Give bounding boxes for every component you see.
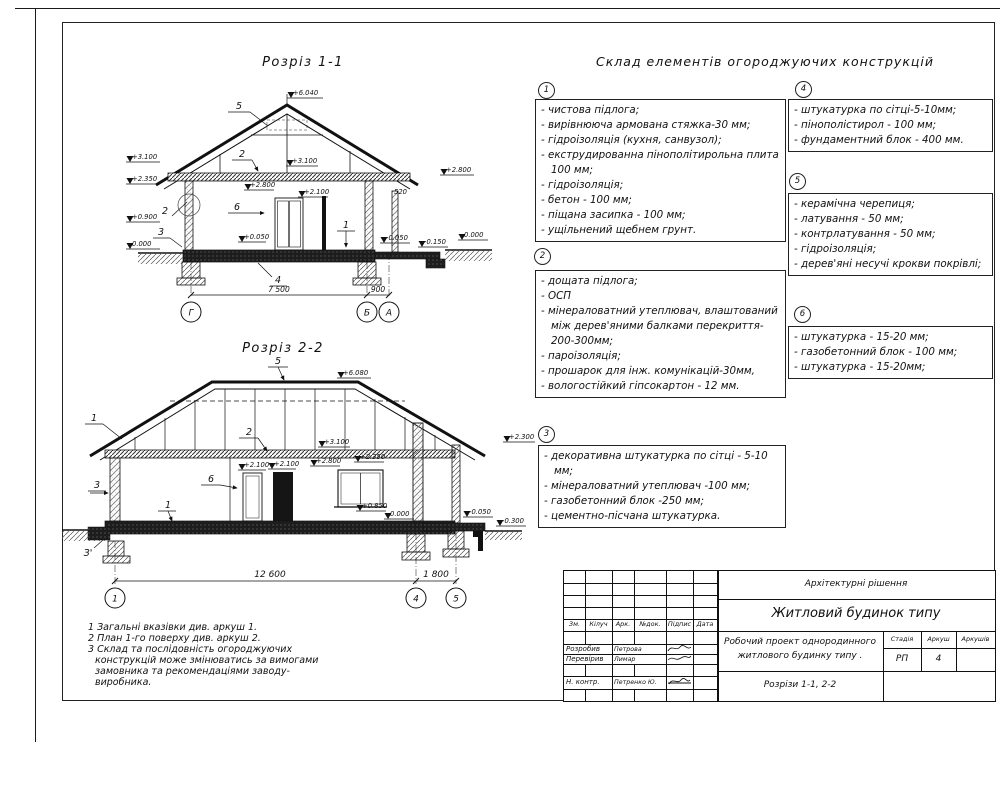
elevation-int-3 bbox=[298, 188, 329, 197]
elevation-floor bbox=[384, 510, 414, 519]
callout-1-roof bbox=[85, 413, 122, 439]
legend-group-1-box bbox=[535, 99, 786, 242]
col-ndok: №док. bbox=[639, 620, 661, 628]
grid-bubble-b: Б bbox=[363, 308, 371, 319]
legend-group-4-number: 4 bbox=[795, 81, 812, 98]
name-checker: Лимар bbox=[614, 656, 636, 663]
legend-item: - керамічна черепиця; bbox=[794, 198, 915, 210]
elevation-right-top bbox=[440, 166, 474, 175]
legend-group-3-number: 3 bbox=[538, 426, 555, 443]
col-kilk: Кілуч bbox=[589, 620, 608, 628]
legend-item: - газобетонний блок -250 мм; bbox=[544, 495, 704, 507]
section-1-1-drawing bbox=[60, 50, 510, 330]
elevation-left-1 bbox=[126, 153, 160, 162]
svg-text:+0.050: +0.050 bbox=[244, 233, 270, 241]
grid-bubbles bbox=[181, 302, 399, 322]
svg-text:0.000: 0.000 bbox=[390, 510, 410, 518]
callout-4 bbox=[258, 263, 287, 286]
svg-text:+2.100: +2.100 bbox=[274, 460, 300, 468]
legend-item: - дощата підлога; bbox=[541, 275, 638, 287]
col-zm: Зм. bbox=[568, 620, 581, 628]
svg-text:0.000: 0.000 bbox=[464, 231, 484, 239]
grid-bubble-5: 5 bbox=[453, 594, 459, 605]
dim-520: 520 bbox=[394, 188, 407, 196]
callout-1-floor bbox=[158, 500, 176, 521]
elevation-int-ceiling bbox=[318, 438, 350, 447]
legend-group-6-number: 6 bbox=[794, 306, 811, 323]
signature-checker bbox=[667, 653, 692, 663]
note-2: 2 План 1-го поверху див. аркуш 2. bbox=[88, 633, 261, 644]
sheet-edge-top bbox=[15, 8, 1000, 9]
legend-group-3-box bbox=[538, 445, 786, 528]
svg-text:+2.100: +2.100 bbox=[304, 188, 330, 196]
legend-item: - пароізоляція; bbox=[541, 350, 621, 362]
legend-item: - латування - 50 мм; bbox=[794, 213, 904, 225]
legend-item: - піщана засипка - 100 мм; bbox=[541, 209, 686, 221]
elevation-peak bbox=[337, 369, 371, 378]
dim-right: 900 bbox=[370, 285, 386, 294]
elevation-left-4 bbox=[126, 240, 160, 249]
legend-item: - пінополістирол - 100 мм; bbox=[794, 119, 937, 131]
svg-text:3: 3 bbox=[93, 480, 101, 491]
legend-item: - гідроізоляція (кухня, санвузол); bbox=[541, 134, 722, 146]
svg-text:5: 5 bbox=[235, 101, 243, 112]
legend-item: - мінераловатний утеплювач -100 мм; bbox=[544, 480, 750, 492]
legend-item: - фундаментний блок - 400 мм. bbox=[794, 134, 964, 146]
legend-group-2-number: 2 bbox=[534, 248, 551, 265]
dim-right: 1 800 bbox=[423, 570, 449, 580]
callout-1 bbox=[337, 220, 355, 247]
stage-value: РП bbox=[895, 654, 909, 664]
svg-text:+3.100: +3.100 bbox=[324, 438, 350, 446]
svg-text:1: 1 bbox=[164, 500, 172, 511]
label-z bbox=[84, 540, 103, 559]
svg-text:+2.100: +2.100 bbox=[244, 461, 270, 469]
grid-bubble-a: А bbox=[385, 308, 393, 319]
svg-text:+0.900: +0.900 bbox=[132, 213, 158, 221]
svg-text:1: 1 bbox=[342, 220, 350, 231]
legend-item: - гідроізоляція; bbox=[794, 243, 877, 255]
stage-label: Стадія bbox=[890, 635, 914, 643]
callout-6 bbox=[228, 202, 264, 213]
section-1-1-title: Розріз 1-1 bbox=[262, 55, 344, 70]
elevation-door-2 bbox=[268, 460, 299, 469]
svg-text:6: 6 bbox=[207, 474, 215, 485]
roof-structure bbox=[90, 382, 485, 460]
walls-and-interior bbox=[178, 181, 398, 252]
elevation-right-3 bbox=[458, 231, 488, 240]
legend-item: - штукатурка по сітці-5-10мм; bbox=[794, 104, 957, 116]
dim-main: 7 500 bbox=[268, 285, 290, 294]
svg-text:+2.350: +2.350 bbox=[132, 175, 158, 183]
svg-text:2: 2 bbox=[238, 149, 246, 160]
legend-title: Склад елементів огороджуючих конструкцій bbox=[596, 54, 934, 69]
svg-text:3: 3 bbox=[157, 227, 165, 238]
callout-2-ceiling bbox=[232, 149, 258, 171]
legend-item: - штукатурка - 15-20мм; bbox=[794, 361, 926, 373]
section-2-2-drawing bbox=[60, 335, 540, 610]
legend-group-4-box bbox=[788, 99, 993, 152]
svg-text:З': З' bbox=[83, 548, 93, 559]
elevation-right-2 bbox=[418, 238, 448, 247]
dimensions bbox=[188, 285, 392, 298]
callout-5 bbox=[268, 356, 288, 380]
sheet-number: 4 bbox=[935, 654, 942, 664]
grid-bubble-g: Г bbox=[188, 308, 194, 319]
svg-text:6: 6 bbox=[233, 202, 241, 213]
legend-item: - чистова підлога; bbox=[541, 104, 640, 116]
callout-5 bbox=[228, 101, 268, 126]
callout-3 bbox=[88, 480, 108, 493]
svg-text:+2.350: +2.350 bbox=[360, 453, 386, 461]
svg-text:+3.100: +3.100 bbox=[292, 157, 318, 165]
org-title: Архітектурні рішення bbox=[804, 579, 908, 589]
svg-text:+2.800: +2.800 bbox=[446, 166, 472, 174]
col-data: Дата bbox=[696, 620, 714, 628]
legend-item: - цементно-пісчана штукатурка. bbox=[544, 510, 721, 522]
legend-item: - контрлатування - 50 мм; bbox=[794, 228, 936, 240]
col-ark: Арк. bbox=[615, 620, 631, 628]
svg-text:+3.100: +3.100 bbox=[132, 153, 158, 161]
name-developer: Петрова bbox=[614, 646, 642, 653]
elevation-door-1 bbox=[238, 461, 269, 470]
svg-text:+2.800: +2.800 bbox=[250, 181, 276, 189]
project-title-line1: Робочий проект однородинного bbox=[724, 637, 876, 647]
section-2-2-title: Розріз 2-2 bbox=[242, 341, 324, 356]
svg-text:+6.080: +6.080 bbox=[343, 369, 369, 377]
elevation-left-2 bbox=[126, 175, 160, 184]
sheets-label: Аркушів bbox=[961, 635, 990, 643]
callout-3 bbox=[153, 227, 182, 247]
legend-group-6-box bbox=[788, 326, 993, 379]
elevation-int-4 bbox=[238, 233, 269, 242]
legend-item: - вирівнююча армована стяжка-30 мм; bbox=[541, 119, 751, 131]
svg-text:2: 2 bbox=[245, 427, 253, 438]
signature-norm-control bbox=[667, 675, 692, 687]
svg-text:+0.850: +0.850 bbox=[362, 502, 388, 510]
legend-item: - прошарок для інж. комунікацій-30мм, bbox=[541, 365, 755, 377]
ceiling-slab bbox=[168, 173, 410, 181]
svg-text:4: 4 bbox=[274, 275, 282, 286]
svg-text:5: 5 bbox=[274, 356, 282, 367]
legend-item: - бетон - 100 мм; bbox=[541, 194, 632, 206]
callout-2 bbox=[239, 427, 267, 451]
elevation-porch bbox=[463, 508, 493, 517]
svg-text:+6.040: +6.040 bbox=[293, 89, 319, 97]
grid-bubbles bbox=[105, 588, 466, 608]
note-1: 1 Загальні вказівки див. аркуш 1. bbox=[88, 622, 258, 633]
elevation-grade bbox=[496, 517, 526, 526]
grid-bubble-1: 1 bbox=[112, 594, 118, 605]
elevation-eave-right bbox=[503, 433, 535, 442]
role-checker: Перевірив bbox=[566, 655, 604, 663]
svg-text:+2.800: +2.800 bbox=[316, 457, 342, 465]
svg-text:-0.050: -0.050 bbox=[469, 508, 491, 516]
legend-group-1-number: 1 bbox=[538, 82, 555, 99]
svg-text:-0.300: -0.300 bbox=[502, 517, 524, 525]
legend-group-5-number: 5 bbox=[789, 173, 806, 190]
elevation-left-3 bbox=[126, 213, 160, 222]
elevation-int-1 bbox=[286, 157, 318, 166]
note-3: 3 Склад та послідовність огороджуючих конструкцій може змінюватись за вимогами замовника та рекомендаціями заводу-виробника. bbox=[88, 644, 319, 688]
title-block bbox=[563, 570, 996, 702]
dim-main: 12 600 bbox=[254, 570, 286, 580]
name-norm-control: Петренко Ю. bbox=[614, 679, 657, 686]
legend-group-5-box bbox=[788, 193, 993, 276]
legend-group-2-box bbox=[535, 270, 786, 398]
svg-text:1: 1 bbox=[90, 413, 98, 424]
legend-item: - ущільнений щебнем грунт. bbox=[541, 224, 697, 236]
col-pidpys: Підпис bbox=[667, 620, 692, 628]
role-norm-control: Н. контр. bbox=[566, 678, 600, 686]
sheet-content-title: Розрізи 1-1, 2-2 bbox=[763, 680, 837, 690]
object-title: Житловий будинок типу bbox=[771, 606, 941, 621]
legend-item: - мінераловатний утеплювач, влаштований між дерев'яними балками перекриття- 200-300мм; bbox=[541, 305, 778, 347]
svg-text:0.000: 0.000 bbox=[132, 240, 152, 248]
legend-item: - вологостійкий гіпсокартон - 12 мм. bbox=[541, 380, 740, 392]
svg-text:2: 2 bbox=[161, 206, 169, 217]
elevation-int-2 bbox=[244, 181, 275, 190]
grid-bubble-4: 4 bbox=[413, 594, 419, 605]
legend-item: - екструдированна пінополітирольна плита 100 мм; bbox=[541, 149, 779, 176]
legend-item: - гідроізоляція; bbox=[541, 179, 624, 191]
legend-item: - штукатурка - 15-20 мм; bbox=[794, 331, 929, 343]
legend-item: - ОСП bbox=[541, 290, 572, 302]
dimensions bbox=[112, 570, 459, 584]
legend-item: - газобетонний блок - 100 мм; bbox=[794, 346, 958, 358]
signature-developer bbox=[667, 643, 692, 653]
svg-text:-0.150: -0.150 bbox=[424, 238, 446, 246]
project-title-line2: житлового будинку типу . bbox=[737, 651, 863, 661]
sheet-edge-left bbox=[35, 8, 36, 742]
legend-item: - дерев'яні несучі крокви покрівлі; bbox=[794, 258, 982, 270]
svg-text:+2.300: +2.300 bbox=[509, 433, 535, 441]
callout-6 bbox=[201, 474, 237, 488]
ceiling-slab bbox=[105, 450, 455, 458]
notes-block bbox=[88, 622, 340, 688]
elevation-right-1 bbox=[380, 234, 410, 243]
elevation-peak bbox=[287, 89, 323, 105]
sheet-label: Аркуш bbox=[927, 635, 950, 643]
legend-item: - декоративна штукатурка по сітці - 5-10 мм; bbox=[544, 450, 768, 477]
role-developer: Розробив bbox=[566, 645, 600, 653]
svg-text:-0.050: -0.050 bbox=[386, 234, 408, 242]
